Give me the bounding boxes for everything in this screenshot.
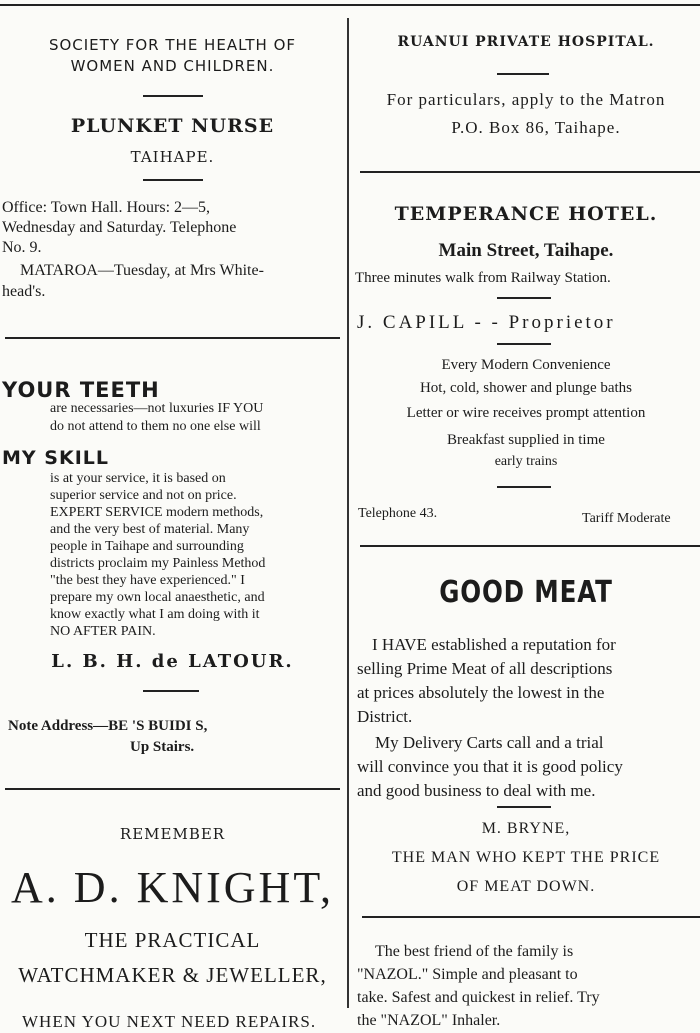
skill-line: "the best they have experienced." I [50, 573, 245, 588]
skill-line: know exactly what I am doing with it [50, 607, 260, 622]
short-rule [497, 73, 549, 75]
meat-title: GOOD MEAT [439, 575, 613, 610]
meat-line: My Delivery Carts call and a trial [375, 733, 604, 752]
address-line-2: Up Stairs. [130, 739, 195, 755]
nazol-ad [357, 940, 700, 1032]
plunket-title: PLUNKET NURSE [70, 115, 275, 137]
short-rule [497, 297, 551, 299]
short-rule [143, 690, 199, 692]
section-rule [360, 545, 700, 547]
meat-line: selling Prime Meat of all descriptions [357, 659, 613, 678]
column-divider [347, 18, 349, 1008]
dentist-name: L. B. H. de LATOUR. [51, 651, 294, 672]
plunket-office-1: Office: Town Hall. Hours: 2—5, [2, 199, 211, 216]
short-rule [497, 486, 551, 488]
temperance-conv-5: early trains [494, 454, 558, 469]
skill-line: EXPERT SERVICE modern methods, [50, 505, 264, 520]
butcher-slogan-2: OF MEAT DOWN. [456, 878, 596, 895]
hospital-title: RUANUI PRIVATE HOSPITAL. [397, 34, 655, 50]
plunket-place: TAIHAPE. [130, 148, 215, 166]
plunket-mataroa-2: head's. [2, 283, 46, 300]
temperance-walk: Three minutes walk from Railway Station. [355, 270, 611, 286]
address-line-1: Note Address—BE 'S BUIDI S, [8, 718, 208, 734]
knight-line-3: WHEN YOU NEXT NEED REPAIRS. [22, 1012, 317, 1031]
skill-line: districts proclaim my Painless Method [50, 556, 266, 571]
plunket-mataroa-1: MATAROA—Tuesday, at Mrs White- [20, 262, 264, 279]
teeth-line-2: do not attend to them no one else will [50, 419, 261, 434]
temperance-owner: J. CAPILL - - Proprietor [357, 312, 616, 333]
knight-line-2: WATCHMAKER & JEWELLER, [18, 963, 327, 987]
temperance-title: TEMPERANCE HOTEL. [394, 203, 658, 225]
temperance-street: Main Street, Taihape. [438, 240, 614, 261]
section-rule [362, 916, 700, 918]
society-line-1: SOCIETY FOR THE HEALTH OF [48, 36, 297, 54]
skill-line: people in Taihape and surrounding [50, 539, 244, 554]
remember-text: REMEMBER [119, 825, 226, 843]
plunket-office-2: Wednesday and Saturday. Telephone [2, 219, 237, 236]
short-rule [497, 343, 551, 345]
plunket-office-3: No. 9. [2, 239, 42, 256]
butcher-slogan-1: THE MAN WHO KEPT THE PRICE [391, 849, 661, 866]
skill-heading: MY SKILL [2, 447, 109, 469]
butcher-name: M. BRYNE, [481, 820, 571, 837]
meat-line: will convince you that it is good policy [357, 757, 623, 776]
skill-line: and the very best of material. Many [50, 522, 250, 537]
section-rule [360, 171, 700, 173]
short-rule [143, 179, 203, 181]
section-rule [5, 337, 340, 339]
nazol-line: take. Safest and quickest in relief. Try [357, 989, 600, 1006]
knight-line-1: THE PRACTICAL [84, 928, 261, 952]
teeth-line-1: are necessaries—not luxuries IF YOU [50, 401, 264, 416]
meat-paragraph-2 [357, 731, 700, 803]
nazol-line: The best friend of the family is [375, 943, 574, 960]
meat-paragraph-1 [357, 633, 700, 729]
temperance-conv-2: Hot, cold, shower and plunge baths [419, 380, 633, 396]
knight-name: A. D. KNIGHT, [11, 863, 334, 912]
short-rule [143, 95, 203, 97]
temperance-telephone: Telephone 43. [358, 506, 438, 521]
hospital-line-2: P.O. Box 86, Taihape. [451, 118, 621, 137]
meat-line: I HAVE established a reputation for [372, 635, 616, 654]
temperance-conv-4: Breakfast supplied in time [447, 432, 605, 448]
meat-line: and good business to deal with me. [357, 781, 596, 800]
hospital-line-1: For particulars, apply to the Matron [386, 90, 666, 109]
short-rule [497, 806, 551, 808]
skill-line: is at your service, it is based on [50, 471, 226, 486]
skill-line: NO AFTER PAIN. [50, 624, 156, 639]
top-rule [0, 4, 700, 6]
society-line-2: WOMEN AND CHILDREN. [70, 57, 275, 75]
skill-line: superior service and not on price. [50, 488, 237, 503]
temperance-conv-3: Letter or wire receives prompt attention [406, 405, 646, 421]
section-rule [5, 788, 340, 790]
nazol-line: "NAZOL." Simple and pleasant to [357, 966, 578, 983]
meat-line: District. [357, 707, 413, 726]
teeth-heading: YOUR TEETH [2, 378, 160, 402]
meat-line: at prices absolutely the lowest in the [357, 683, 605, 702]
skill-body [50, 470, 342, 640]
temperance-tariff: Tariff Moderate [582, 511, 671, 526]
temperance-conv-1: Every Modern Convenience [441, 357, 611, 373]
skill-line: prepare my own local anaesthetic, and [50, 590, 265, 605]
nazol-line: the "NAZOL" Inhaler. [357, 1012, 501, 1029]
